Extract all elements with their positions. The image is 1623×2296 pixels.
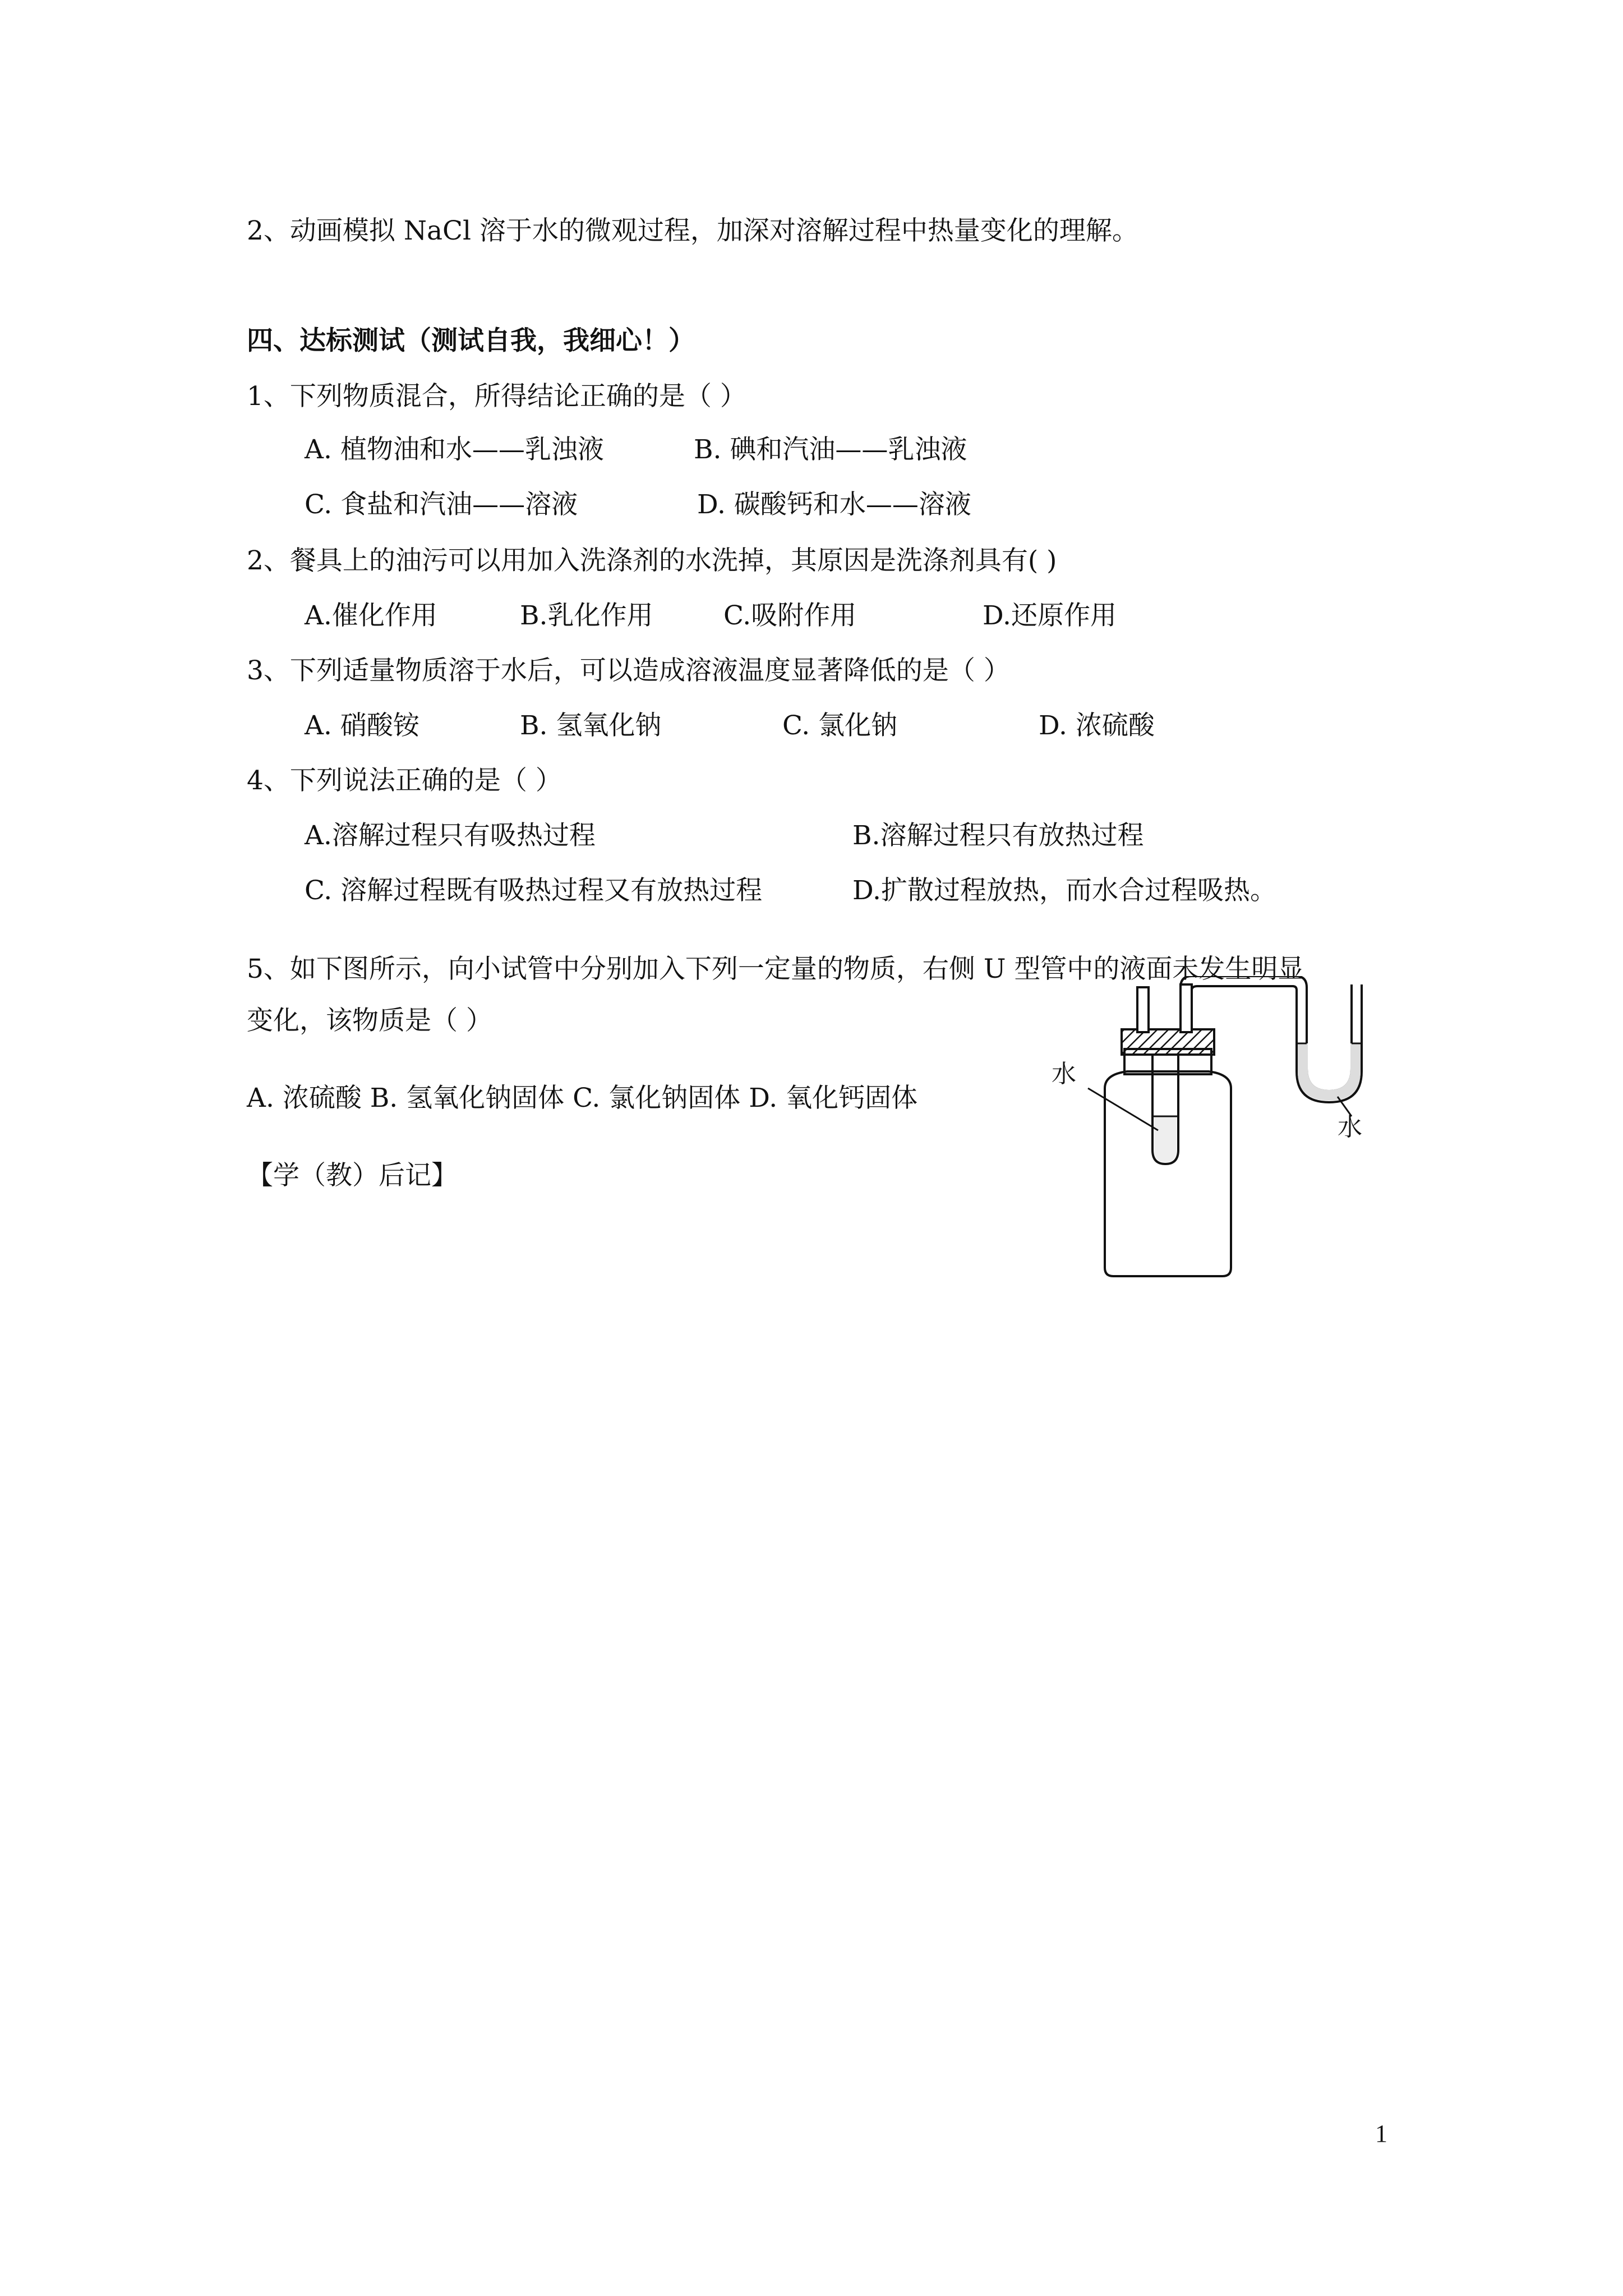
question-5-stem-line-1: 5、如下图所示，向小试管中分别加入下列一定量的物质，右侧 U 型管中的液面未发生明显	[247, 954, 1304, 984]
afterword-heading: 【学（教）后记】	[247, 1160, 458, 1191]
diagram-label-water-left: 水	[1052, 1060, 1076, 1088]
question-4-option-a: A.溶解过程只有吸热过程	[305, 820, 596, 851]
question-2-stem: 2、餐具上的油污可以用加入洗涤剂的水洗掉，其原因是洗涤剂具有( )	[247, 545, 1057, 576]
question-3-option-a: A. 硝酸铵	[305, 710, 419, 741]
question-2-option-c: C.吸附作用	[723, 600, 857, 631]
question-1-option-b: B. 碘和汽油——乳浊液	[694, 434, 967, 465]
question-3-option-b: B. 氢氧化钠	[520, 710, 662, 741]
question-3-stem: 3、下列适量物质溶于水后，可以造成溶液温度显著降低的是（ ）	[247, 655, 1010, 686]
section-heading: 四、达标测试（测试自我，我细心！）	[247, 325, 695, 356]
right-tube-top	[1181, 984, 1192, 1032]
question-1-option-c: C. 食盐和汽油——溶液	[305, 489, 578, 520]
intro-text: 2、动画模拟 NaCl 溶于水的微观过程，加深对溶解过程中热量变化的理解。	[247, 215, 1138, 246]
question-3-option-c: C. 氯化钠	[782, 710, 898, 741]
bottle-outline	[1105, 1071, 1231, 1276]
question-4-option-d: D.扩散过程放热，而水合过程吸热。	[852, 875, 1276, 906]
question-1-option-d: D. 碳酸钙和水——溶液	[697, 489, 971, 520]
connecting-tube-inner	[1192, 986, 1297, 1010]
page-number: 1	[1375, 2120, 1387, 2147]
apparatus-drawing	[1054, 976, 1424, 1290]
apparatus-diagram	[1054, 976, 1424, 1290]
u-tube-inner	[1307, 984, 1352, 1091]
connecting-tube	[1181, 976, 1307, 1010]
question-4-option-b: B.溶解过程只有放热过程	[852, 820, 1144, 851]
question-5-stem-line-2: 变化，该物质是（ ）	[247, 1005, 492, 1036]
left-label-leader	[1088, 1088, 1158, 1130]
diagram-label-water-right: 水	[1338, 1113, 1362, 1142]
question-2-option-b: B.乳化作用	[520, 600, 653, 631]
question-1-option-a: A. 植物油和水——乳浊液	[305, 434, 604, 465]
u-tube-liquid	[1298, 1043, 1361, 1101]
question-1-stem: 1、下列物质混合，所得结论正确的是（ ）	[247, 381, 746, 412]
question-5-options: A. 浓硫酸 B. 氢氧化钠固体 C. 氯化钠固体 D. 氧化钙固体	[247, 1083, 918, 1114]
question-3-option-d: D. 浓硫酸	[1039, 710, 1155, 741]
question-2-option-a: A.催化作用	[305, 600, 437, 631]
left-tube-top	[1137, 987, 1149, 1032]
question-4-stem: 4、下列说法正确的是（ ）	[247, 765, 562, 796]
question-4-option-c: C. 溶解过程既有吸热过程又有放热过程	[305, 875, 763, 906]
stopper	[1122, 1029, 1214, 1055]
test-tube-water	[1154, 1116, 1177, 1162]
question-2-option-d: D.还原作用	[983, 600, 1117, 631]
